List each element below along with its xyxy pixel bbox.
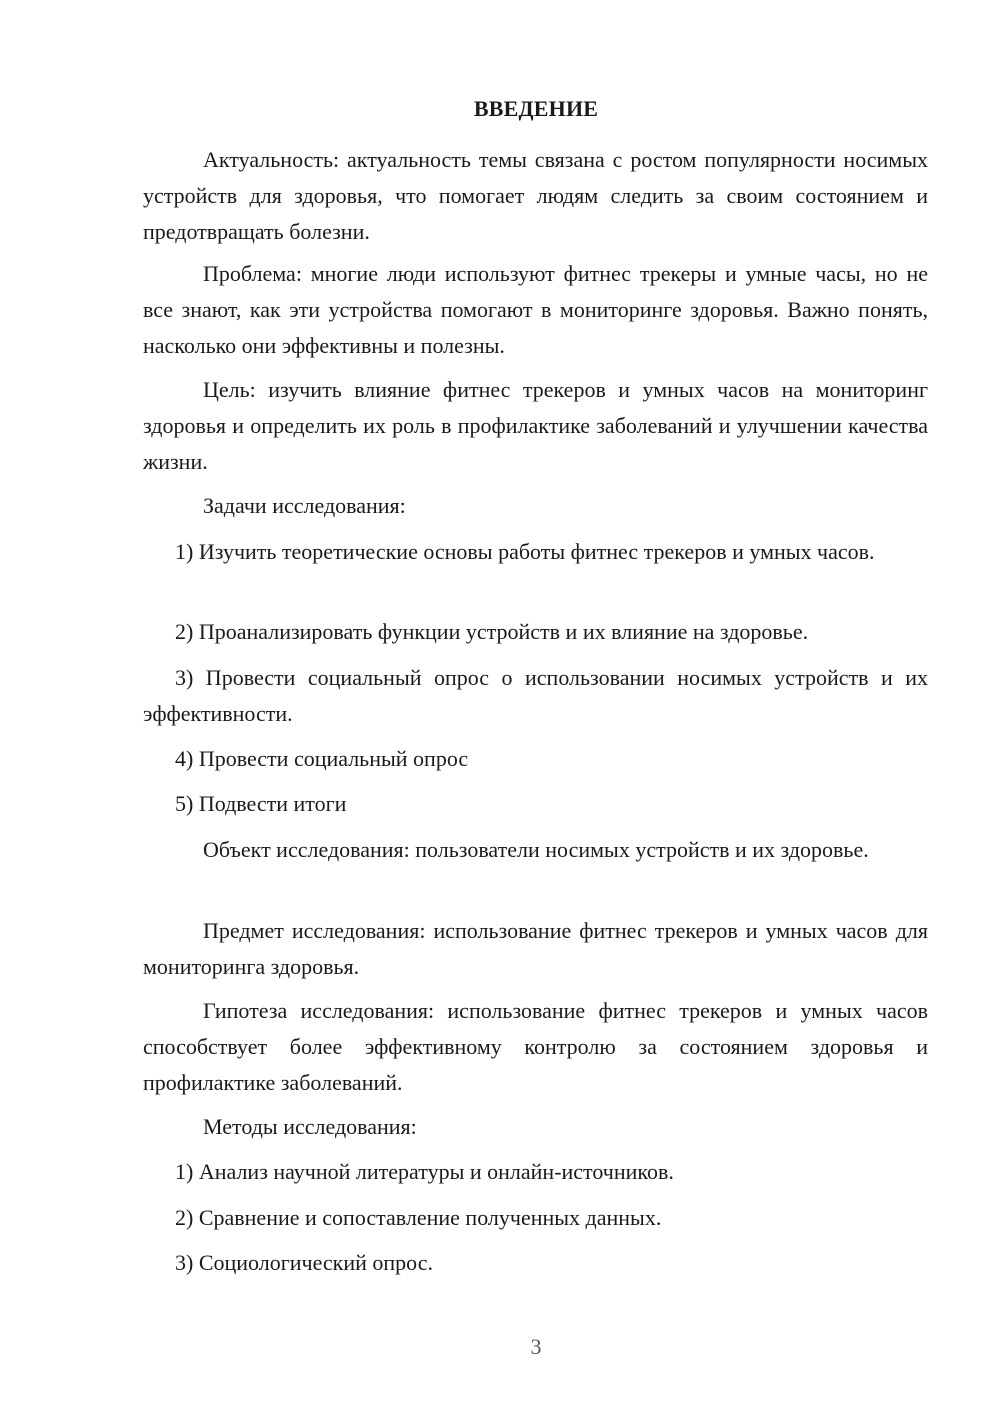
method-item-3: 3) Социологический опрос. <box>175 1250 433 1275</box>
task-item-1: 1) Изучить теоретические основы работы фитнес трекеров и умных часов. <box>175 539 875 564</box>
paragraph-subject: Предмет исследования: использование фитнес трекеров и умных часов для мониторинга здоровья. <box>143 918 928 979</box>
method-item-2: 2) Сравнение и сопоставление полученных данных. <box>175 1205 662 1230</box>
page-number: 3 <box>530 1334 542 1359</box>
paragraph-hypothesis: Гипотеза исследования: использование фитнес трекеров и умных часов способствует более эффективному контролю за состоянием здоровья и профилактике заболеваний. <box>143 998 928 1095</box>
paragraph-object: Объект исследования: пользователи носимых устройств и их здоровье. <box>203 837 869 862</box>
paragraph-methods-heading: Методы исследования: <box>203 1114 417 1139</box>
task-item-5: 5) Подвести итоги <box>175 791 347 816</box>
paragraph-relevance: Актуальность: актуальность темы связана с ростом популярности носимых устройств для здоровья, что помогает людям следить за своим состоянием и предотвращать болезни. <box>143 147 928 244</box>
paragraph-tasks-heading: Задачи исследования: <box>203 493 406 518</box>
paragraph-problem: Проблема: многие люди используют фитнес трекеры и умные часы, но не все знают, как эти устройства помогают в мониторинге здоровья. Важно понять, насколько они эффективны и полезны. <box>143 261 928 358</box>
task-item-4: 4) Провести социальный опрос <box>175 746 469 771</box>
paragraph-goal: Цель: изучить влияние фитнес трекеров и умных часов на мониторинг здоровья и определить их роль в профилактике заболеваний и улучшении качества жизни. <box>143 377 928 474</box>
task-item-2: 2) Проанализировать функции устройств и их влияние на здоровье. <box>175 619 809 644</box>
method-item-1: 1) Анализ научной литературы и онлайн-источников. <box>175 1159 674 1184</box>
section-title: ВВЕДЕНИЕ <box>473 96 599 121</box>
task-item-3: 3) Провести социальный опрос о использовании носимых устройств и их эффективности. <box>143 665 928 726</box>
